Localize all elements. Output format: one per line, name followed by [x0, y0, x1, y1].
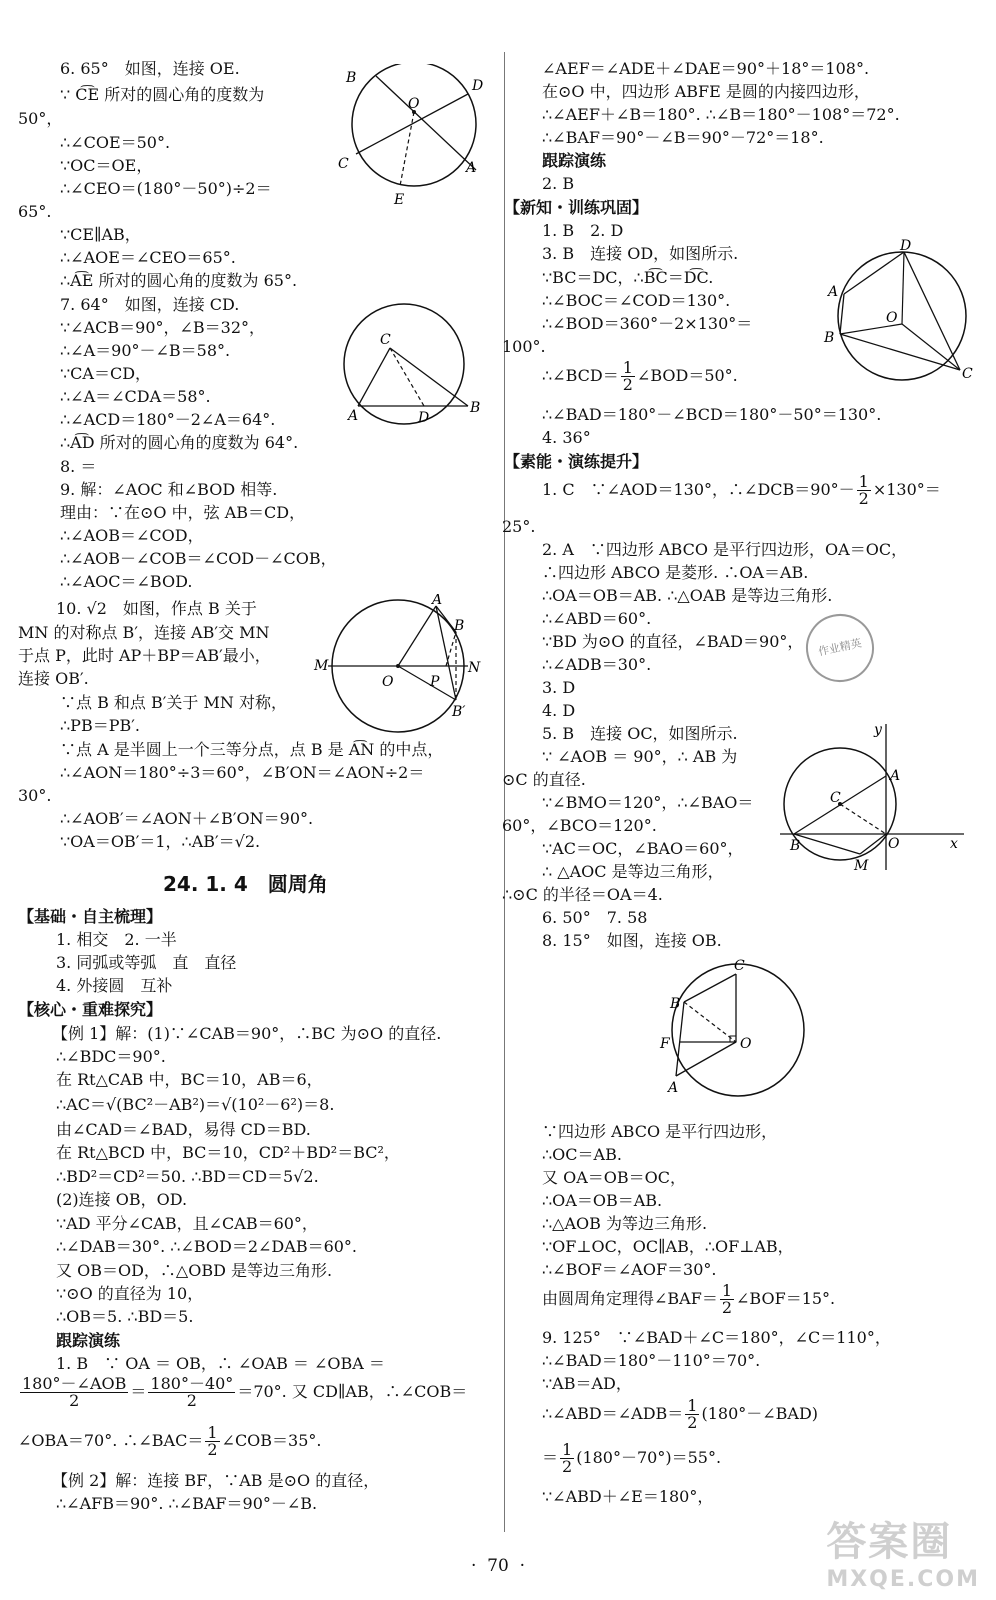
watermark: [826, 1510, 980, 1592]
text-line: ∵BC＝DC，∴B͡C＝D͡C.: [542, 268, 714, 287]
text-line: 于点 P，此时 AP＋BP＝AB′最小，: [18, 646, 271, 665]
text-line: 在 Rt△BCD 中，BC＝10，CD²＋BD²＝BC²，: [56, 1143, 400, 1162]
text-line: 65°.: [18, 202, 52, 221]
q6-answer: 6. 65° 如图，连接 OE.: [60, 59, 240, 78]
text-line: ∴A͡E 所对的圆心角的度数为 65°.: [60, 271, 298, 290]
text-line: ∵OF⊥OC，OC∥AB，∴OF⊥AB，: [542, 1237, 794, 1256]
figure-circle-abco: [654, 958, 814, 1098]
text-line: 在⊙O 中，四边形 ABFE 是圆的内接四边形，: [542, 82, 870, 101]
label: E: [394, 192, 405, 208]
label: B: [454, 618, 465, 634]
text-line: ∵AB＝AD，: [542, 1374, 632, 1393]
heading-ability: 【素能・演练提升】: [504, 452, 649, 471]
text-line: ⊙C 的直径.: [502, 770, 586, 789]
figure-semicircle-mn: [312, 594, 490, 744]
text-line: ∴BD²＝CD²＝50. ∴BD＝CD＝5√2.: [56, 1167, 319, 1186]
label: D: [418, 410, 430, 426]
text-line: ∵BD 为⊙O 的直径，∠BAD＝90°，: [542, 632, 804, 651]
text-line: ∵∠ABD＋∠E＝180°，: [542, 1487, 714, 1506]
text-line: 2. A ∵四边形 ABCO 是平行四边形，OA＝OC，: [542, 540, 908, 559]
q7-answer: 7. 64° 如图，连接 CD.: [60, 295, 240, 314]
label: O: [382, 674, 394, 690]
text-line: ∴PB＝PB′.: [60, 716, 140, 735]
label: O: [740, 1036, 752, 1052]
label: O: [408, 96, 420, 112]
text-line: 4. D: [542, 701, 576, 720]
label: M: [314, 658, 329, 674]
column-divider: [504, 52, 505, 1532]
text-line: ∠AEF＝∠ADE＋∠DAE＝90°＋18°＝108°.: [542, 59, 870, 78]
text-line: 1. 相交 2. 一半: [56, 930, 177, 949]
formula-line: 由圆周角定理得∠BAF＝ $\frac{1}{2}$ ∠BOF＝15°.: [542, 1281, 836, 1317]
label: C: [734, 958, 745, 974]
fraction: $\frac{1}{2}$: [858, 472, 869, 508]
fraction: $\frac{1}{2}$: [562, 1440, 573, 1476]
text-line: ∴∠AOC＝∠BOD.: [60, 572, 193, 591]
text-line: ∴A͡D 所对的圆心角的度数为 64°.: [60, 433, 299, 452]
label: A: [828, 284, 839, 300]
text-line: 50°，: [18, 109, 63, 128]
text-line: ∴∠AOB－∠COB＝∠COD－∠COB，: [60, 549, 337, 568]
heading-new-knowledge: 【新知・训练巩固】: [504, 198, 649, 217]
figure-circle-acd: [338, 300, 488, 430]
text-line: ∴OA＝OB＝AB.: [542, 1191, 663, 1210]
figure-circle-coe: [338, 64, 488, 214]
label: A: [668, 1080, 679, 1096]
text-line: ∴∠ABD＝60°.: [542, 609, 652, 628]
text-line: 由∠CAD＝∠BAD，易得 CD＝BD.: [56, 1120, 311, 1139]
text-line: 4. 36°: [542, 428, 591, 447]
text-line: 理由：∵在⊙O 中，弦 AB＝CD，: [60, 503, 306, 522]
heading-core: 【核心・重难探究】: [18, 1000, 163, 1019]
text-line: 8. 15° 如图，连接 OB.: [542, 931, 722, 950]
text-line: ∵⊙O 的直径为 10，: [56, 1284, 204, 1303]
formula-line: 1. C ∵∠AOD＝130°，∴∠DCB＝90°－ $\frac{1}{2}$ ×130°＝: [542, 472, 941, 508]
label: B: [790, 838, 801, 854]
text-line: ∴∠BOC＝∠COD＝130°.: [542, 291, 731, 310]
q8-answer: 8. ＝: [60, 457, 97, 476]
text-line: ∴∠AFB＝90°. ∴∠BAF＝90°－∠B.: [56, 1494, 318, 1513]
text-line: ∵ ∠AOB ＝ 90°，∴ AB 为: [542, 747, 738, 766]
fraction: $\frac{1}{2}$: [687, 1396, 698, 1432]
text-line: ∵AD 平分∠CAB，且∠CAB＝60°，: [56, 1214, 318, 1233]
text-line: MN 的对称点 B′，连接 AB′交 MN: [18, 623, 270, 642]
text-line: ∴∠AON＝180°÷3＝60°，∠B′ON＝∠AON÷2＝: [60, 763, 425, 782]
q10-answer: 10. √2 如图，作点 B 关于: [56, 599, 257, 618]
text-line: ∵AC＝OC，∠BAO＝60°，: [542, 839, 744, 858]
label: A: [432, 594, 443, 608]
text-line: ∴∠BOF＝∠AOF＝30°.: [542, 1260, 717, 1279]
tracking-practice-label: 跟踪演练: [56, 1331, 121, 1350]
label: M: [854, 858, 869, 874]
text-line: ∵∠BMO＝120°，∴∠BAO＝: [542, 793, 754, 812]
text-line: ∴△AOB 为等边三角形.: [542, 1214, 708, 1233]
figure-coordinate-circle: [780, 720, 970, 880]
label: D: [472, 78, 484, 94]
fraction: $\frac{1}{2}$: [721, 1281, 733, 1317]
label: A: [466, 160, 477, 176]
text-line: 9. 125° ∵∠BAD＋∠C＝180°，∠C＝110°，: [542, 1328, 891, 1347]
text-line: ∴∠BAD＝180°－110°＝70°.: [542, 1351, 761, 1370]
fraction: $\frac{180^\circ-40^\circ}{2}$: [150, 1374, 234, 1410]
label: N: [468, 660, 481, 676]
figure-circle-bcd: [820, 238, 980, 388]
text-line: ∴OA＝OB＝AB. ∴△OAB 是等边三角形.: [542, 586, 833, 605]
formula-line: $\frac{\text{180°－∠AOB}}{2}$ ＝ $\frac{180^\circ-40^\circ}{2}$ ＝70°. 又 CD∥AB，∴∠COB＝: [22, 1374, 468, 1410]
text-line: ∴四边形 ABCO 是菱形. ∴OA＝AB.: [542, 563, 809, 582]
watermark-logo: 答案圈: [826, 1519, 953, 1565]
text-line: 连接 OB′.: [18, 669, 89, 688]
label: O: [886, 310, 898, 326]
text-line: 60°，∠BCO＝120°.: [502, 816, 657, 835]
label: C: [830, 790, 841, 806]
text-line: 又 OB＝OD，∴△OBD 是等边三角形.: [56, 1261, 333, 1280]
text-line: ∴∠AEF＋∠B＝180°. ∴∠B＝180°－108°＝72°.: [542, 105, 900, 124]
text-line: ∴∠BAD＝180°－∠BCD＝180°－50°＝130°.: [542, 405, 882, 424]
label: F: [660, 1036, 670, 1052]
text-line: ∵点 A 是半圆上一个三等分点，点 B 是 A͡N 的中点，: [60, 740, 444, 759]
formula-line: ∠OBA＝70°. ∴∠BAC＝ $\frac{1}{2}$ ∠COB＝35°.: [18, 1423, 322, 1459]
formula-line: ＝ $\frac{1}{2}$ (180°－70°)＝55°.: [542, 1440, 722, 1476]
text-line: 3. D: [542, 678, 576, 697]
text-line: ∴∠ACD＝180°－2∠A＝64°.: [60, 410, 276, 429]
text-line: ∴ △AOC 是等边三角形，: [542, 862, 724, 881]
text-line: 3. 同弧或等弧 直 直径: [56, 953, 237, 972]
text-line: 1. B ∵ OA ＝ OB，∴ ∠OAB ＝ ∠OBA ＝: [56, 1354, 385, 1373]
label: C: [962, 366, 973, 382]
page-number: · 70 ·: [470, 1556, 526, 1576]
text-line: ∴∠BDC＝90°.: [56, 1047, 166, 1066]
text-line: 又 OA＝OB＝OC，: [542, 1168, 686, 1187]
text-line: ∴∠AOE＝∠CEO＝65°.: [60, 248, 236, 267]
text-line: ∴OC＝AB.: [542, 1145, 622, 1164]
text-line: ∴∠BAF＝90°－∠B＝90°－72°＝18°.: [542, 128, 824, 147]
watermark-url: MXQE.COM: [826, 1567, 980, 1592]
text-line: ∵∠ACB＝90°，∠B＝32°，: [60, 318, 266, 337]
label: B: [670, 996, 681, 1012]
heading-basics: 【基础・自主梳理】: [18, 907, 163, 926]
text-line: ∴⊙C 的半径＝OA＝4.: [502, 885, 663, 904]
text-line: ∴∠COE＝50°.: [60, 133, 171, 152]
text-line: 2. B: [542, 174, 575, 193]
q9-answer: 9. 解：∠AOC 和∠BOD 相等.: [60, 480, 278, 499]
label: B: [824, 330, 835, 346]
text-line: ∴∠A＝90°－∠B＝58°.: [60, 341, 231, 360]
label: A: [890, 768, 901, 784]
text-line: 在 Rt△CAB 中，BC＝10，AB＝6，: [56, 1070, 323, 1089]
text-line: ∵点 B 和点 B′关于 MN 对称，: [60, 693, 287, 712]
text-line: 30°.: [18, 786, 52, 805]
fraction: $\frac{\text{180°－∠AOB}}{2}$: [22, 1374, 127, 1410]
text-line: ∴∠AOB＝∠COD，: [60, 526, 204, 545]
text-line: ∵CE∥AB，: [60, 225, 141, 244]
label: A: [348, 408, 359, 424]
text-line: (2)连接 OB，OD.: [56, 1190, 188, 1209]
tracking-practice-label: 跟踪演练: [542, 151, 607, 170]
fraction: $\frac{1}{2}$: [622, 358, 633, 394]
label: P: [430, 674, 440, 690]
formula-line: ∴∠ABD＝∠ADB＝ $\frac{1}{2}$ (180°－∠BAD): [542, 1396, 819, 1432]
label: x: [950, 836, 958, 852]
text-line: ∵OC＝OE，: [60, 156, 153, 175]
label: D: [900, 238, 912, 254]
fraction: $\frac{1}{2}$: [207, 1423, 218, 1459]
text-line: 1. B 2. D: [542, 221, 624, 240]
text-line: ∵四边形 ABCO 是平行四边形，: [542, 1122, 778, 1141]
text-line: ∴∠AOB′＝∠AON＋∠B′ON＝90°.: [60, 809, 314, 828]
example2: 【例 2】解：连接 BF，∵AB 是⊙O 的直径，: [52, 1471, 380, 1490]
example1: 【例 1】解：(1)∵∠CAB＝90°，∴BC 为⊙O 的直径.: [52, 1024, 442, 1043]
label: B: [346, 70, 357, 86]
section-title: 24. 1. 4 圆周角: [163, 872, 328, 896]
label: y: [874, 722, 882, 738]
text-line: ∴∠CEO＝(180°－50°)÷2＝: [60, 179, 272, 198]
text-line: ∵CA＝CD，: [60, 364, 152, 383]
text-line: ∴∠ADB＝30°.: [542, 655, 652, 674]
text-line: ∵ C͡E 所对的圆心角的度数为: [60, 85, 265, 104]
text-line: ∴∠A＝∠CDA＝58°.: [60, 387, 211, 406]
label: B′: [452, 704, 466, 720]
text-line: 4. 外接圆 互补: [56, 976, 173, 995]
text-line: 100°.: [502, 337, 546, 356]
text-line: ∵OA＝OB′＝1，∴AB′＝√2.: [60, 832, 261, 851]
formula-line: ∴∠BCD＝ $\frac{1}{2}$ ∠BOD＝50°.: [542, 358, 738, 394]
text-line: 3. B 连接 OD，如图所示.: [542, 244, 739, 263]
text-line: ∴∠DAB＝30°. ∴∠BOD＝2∠DAB＝60°.: [56, 1237, 358, 1256]
text-line: 25°.: [502, 517, 536, 536]
label: C: [380, 332, 391, 348]
label: C: [338, 156, 349, 172]
text-line: 6. 50° 7. 58: [542, 908, 648, 927]
text-line: ∴AC＝√(BC²－AB²)＝√(10²－6²)＝8.: [56, 1095, 335, 1114]
text-line: ∴OB＝5. ∴BD＝5.: [56, 1307, 194, 1326]
text-line: 5. B 连接 OC，如图所示.: [542, 724, 738, 743]
text-line: ∴∠BOD＝360°－2×130°＝: [542, 314, 753, 333]
label: B: [470, 400, 481, 416]
label: O: [888, 836, 900, 852]
seal-stamp: 作业精英: [800, 608, 881, 689]
